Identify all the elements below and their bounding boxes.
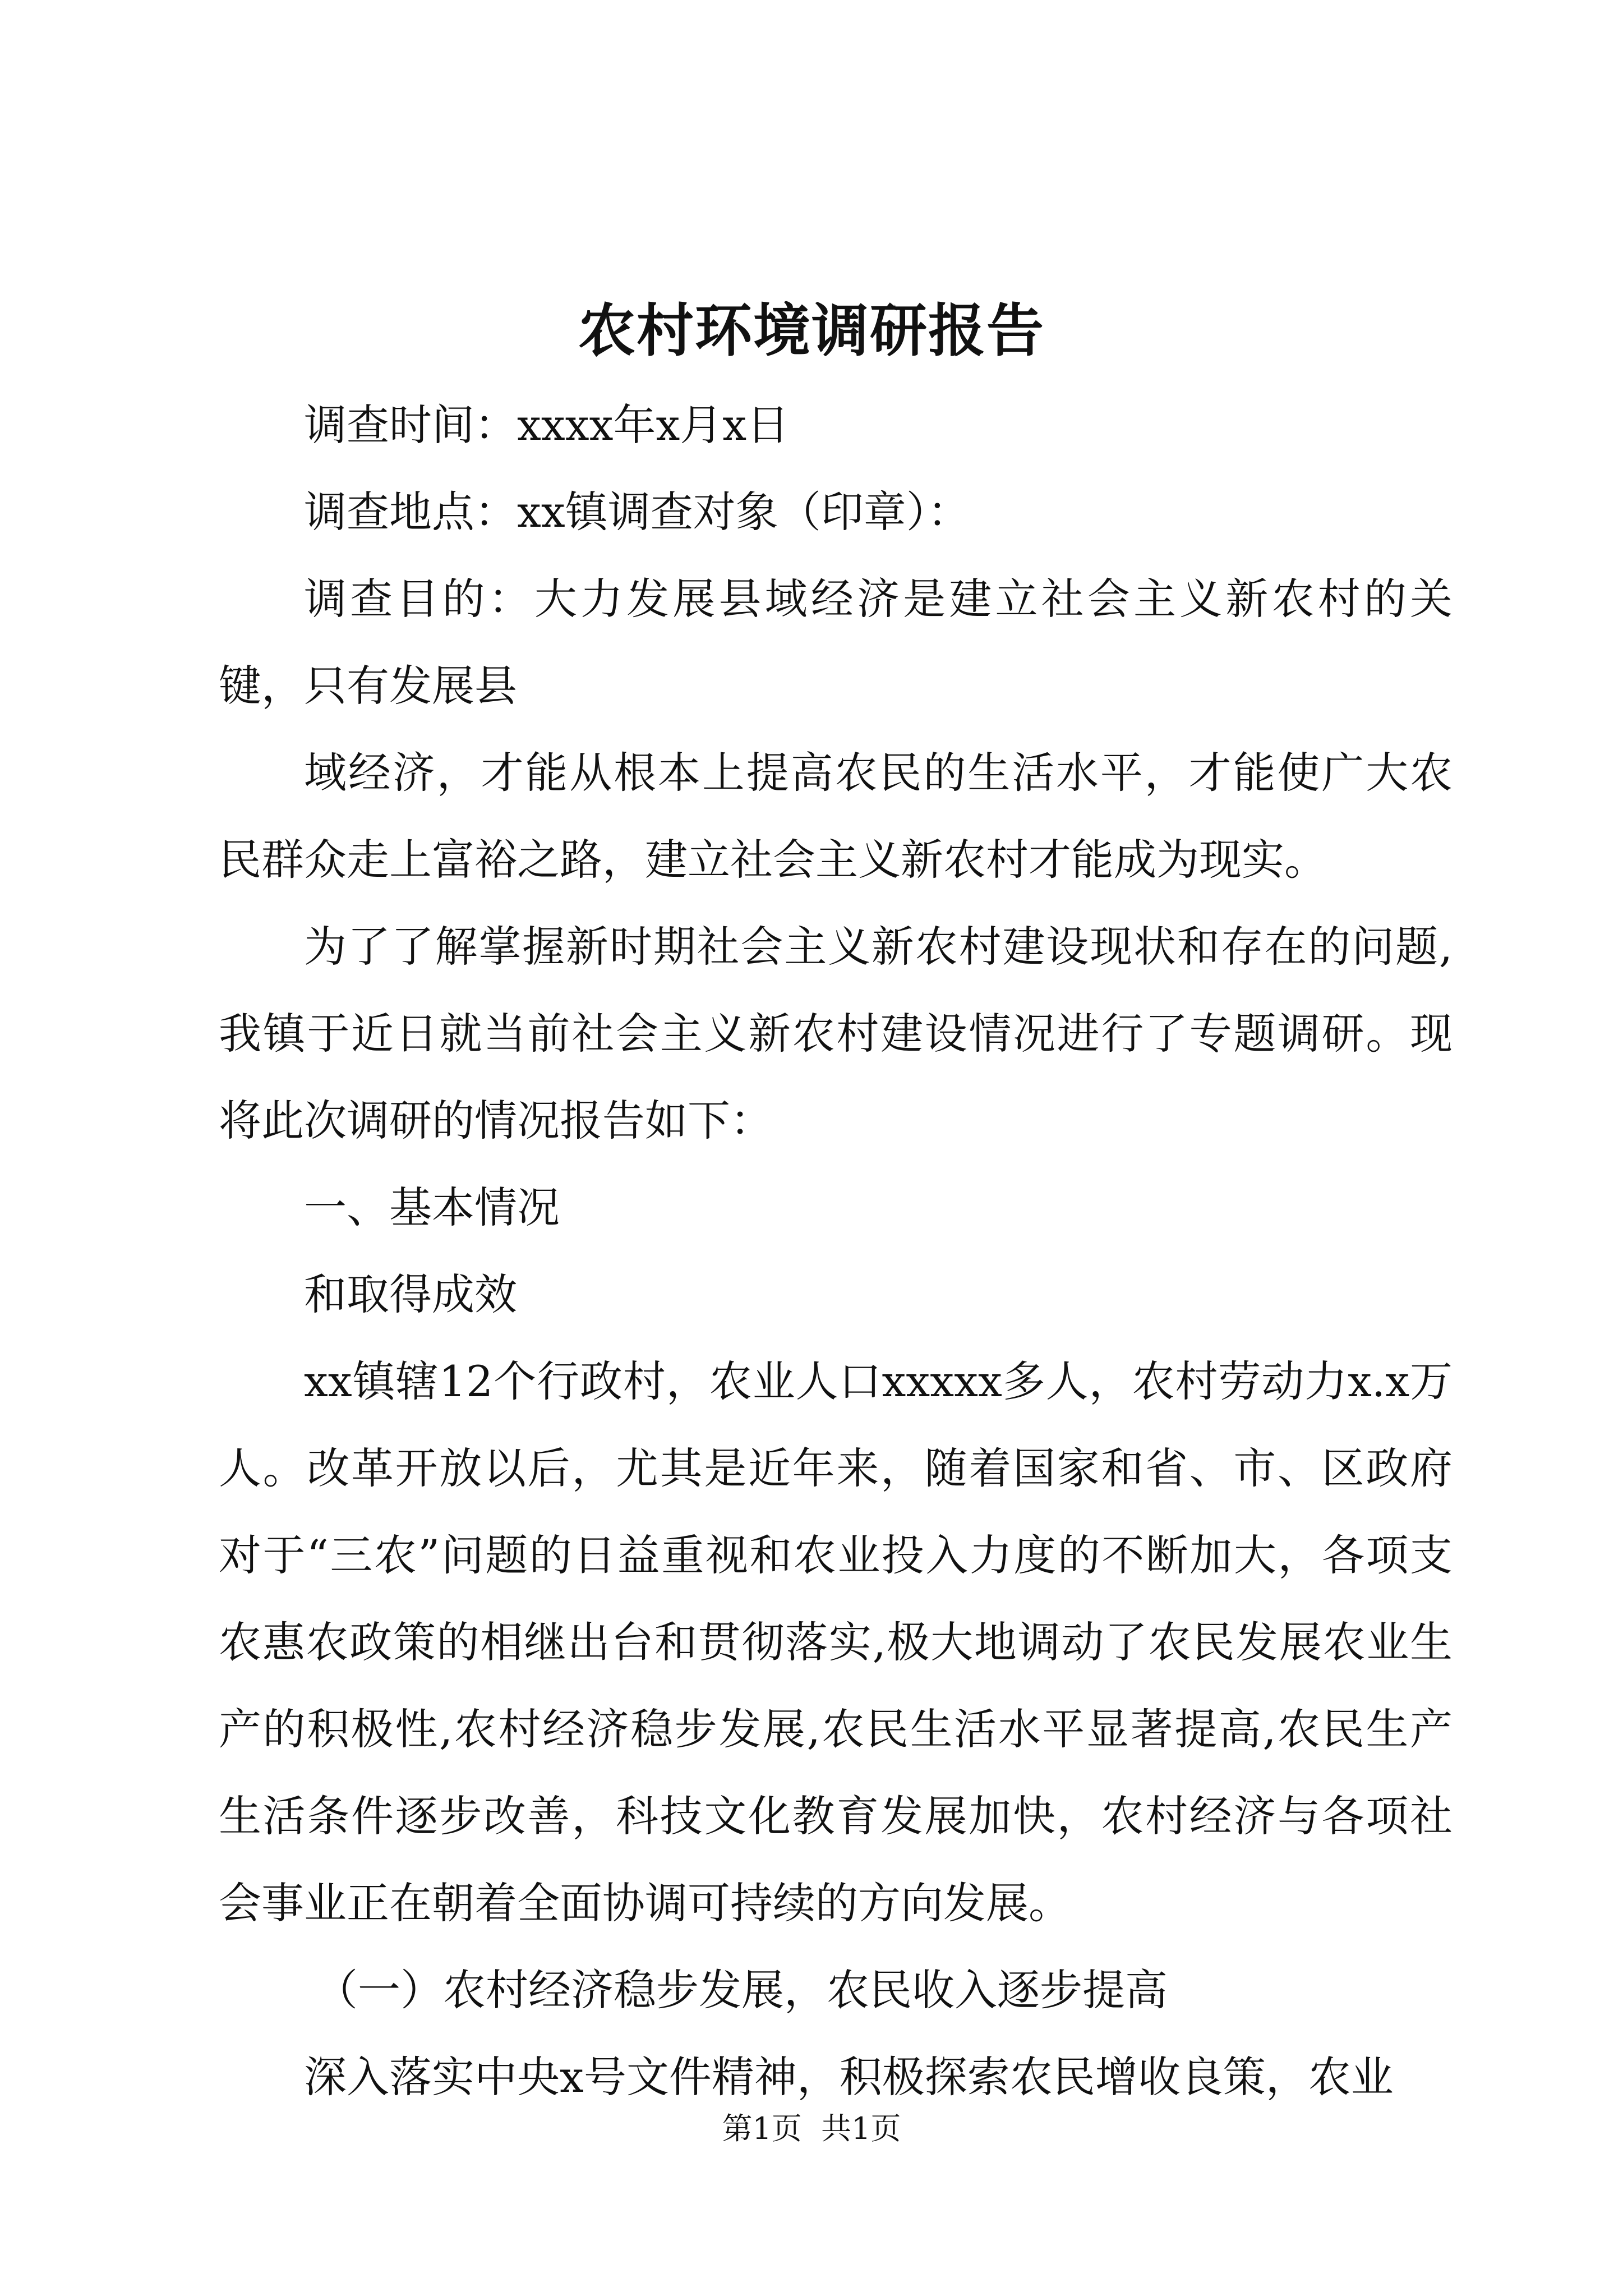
page-number-footer: 第1页 共1页 (722, 2111, 901, 2146)
paragraph: 为了了解掌握新时期社会主义新农村建设现状和存在的问题,我镇于近日就当前社会主义新农村建设情况进行了专题调研。现将此次调研的情况报告如下： (219, 922, 1453, 1145)
subsection-heading: （一）农村经济稳步发展，农民收入逐步提高 (315, 1965, 1168, 2015)
section-heading: 一、基本情况 (304, 1182, 560, 1232)
document-body (219, 381, 1453, 2120)
paragraph: 域经济，才能从根本上提高农民的生活水平，才能使广大农民群众走上富裕之路，建立社会主义新农村才能成为现实。 (219, 748, 1453, 885)
document-title: 农村环境调研报告 (578, 297, 1045, 365)
paragraph: xx镇辖12个行政村，农业人口xxxxx多人，农村劳动力x.x万人。改革开放以后，尤其是近年来，随着国家和省、市、区政府对于“三农”问题的日益重视和农业投入力度的不断加大，各项支农惠农政策的相继出台和贯彻落实,极大地调动了农民发展农业生产的积极性,农村经济稳步发展,农民生活水平显著提高,农民生产生活条件逐步改善，科技文化教育发展加快，农村经济与各项社会事业正在朝着全面协调可持续的方向发展。 (219, 1356, 1453, 1928)
survey-time: 调查时间：xxxx年x月x日 (304, 400, 790, 450)
survey-location: 调查地点：xx镇调查对象（印章）： (304, 487, 970, 537)
survey-purpose: 调查目的：大力发展县域经济是建立社会主义新农村的关键，只有发展县 (219, 574, 1453, 711)
paragraph: 深入落实中央x号文件精神，积极探索农民增收良策，农业 (304, 2052, 1394, 2102)
section-heading-continued: 和取得成效 (304, 1269, 517, 1319)
